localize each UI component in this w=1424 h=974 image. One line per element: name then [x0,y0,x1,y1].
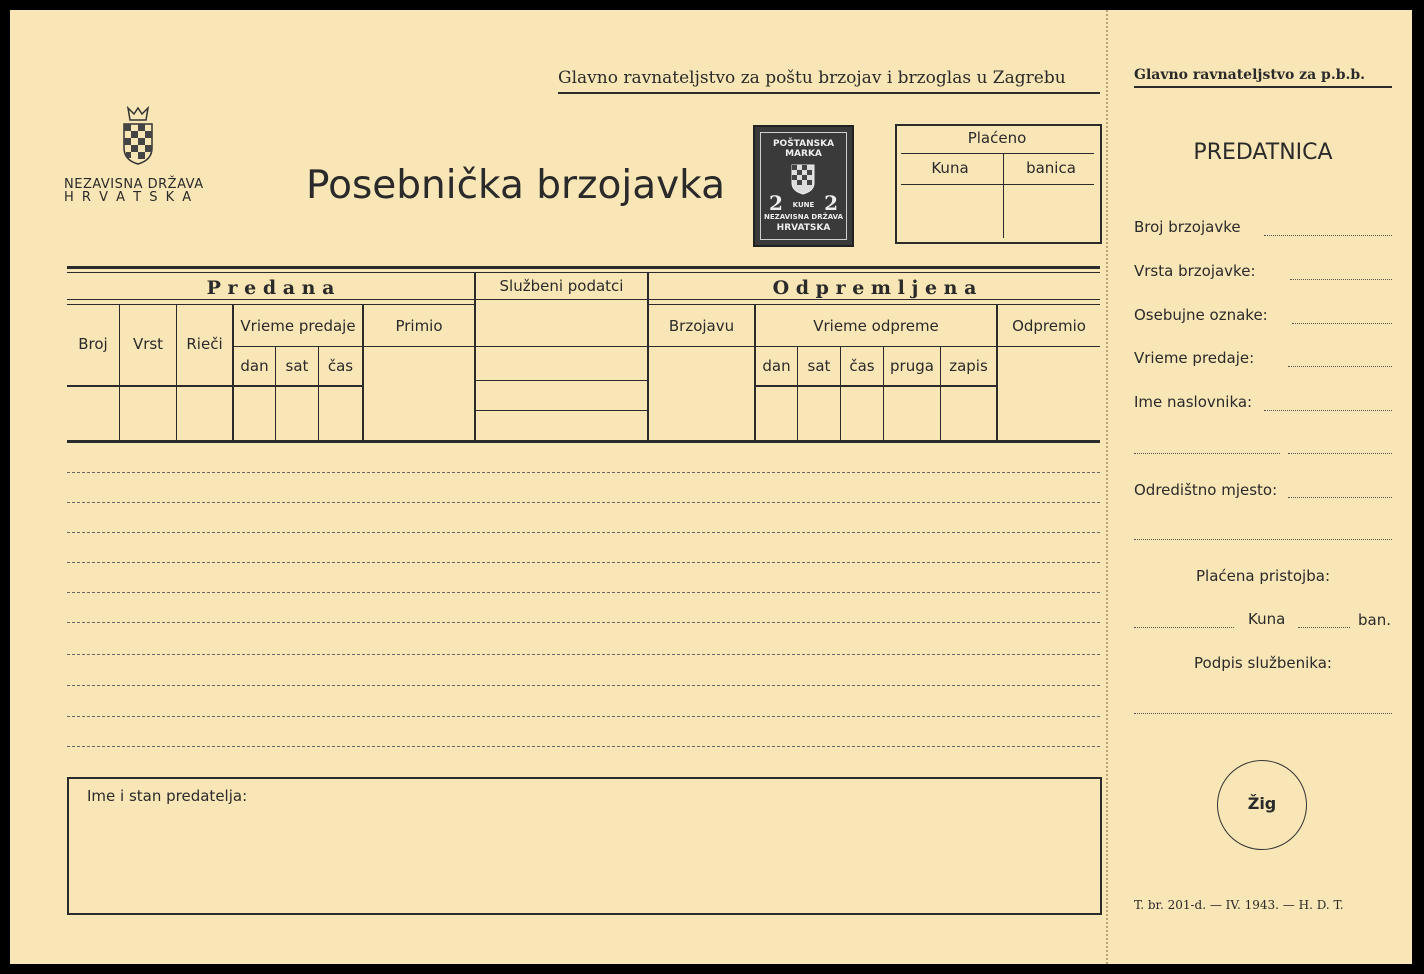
form-footer: T. br. 201-d. — IV. 1943. — H. D. T. [1134,898,1344,912]
form-title: Posebnička brzojavka [306,163,725,208]
paid-box-kuna: Kuna [931,159,969,177]
message-line[interactable] [67,746,1100,747]
paid-box-title: Plaćeno [967,129,1027,147]
receipt-podpis-field[interactable] [1134,713,1392,714]
col-zapis: zapis [949,357,988,375]
receipt-broj-field[interactable] [1264,235,1392,236]
message-line[interactable] [67,562,1100,563]
top-header-underline [558,92,1100,94]
receipt-ime-field-2a[interactable] [1134,453,1280,454]
col-vrst: Vrst [132,335,164,353]
table-bottom-border [67,440,1100,443]
postage-stamp [753,125,854,247]
stamp-top-text: POŠTANSKA MARKA [772,139,835,159]
sender-label: Ime i stan predatelja: [87,787,248,805]
col-rieci: Rieči [186,335,223,353]
receipt-pristojba-label: Plaćena pristojba: [1195,567,1330,585]
receipt-ime-label: Ime naslovnika: [1134,393,1253,411]
section-predana: P r e d a n a [206,277,335,299]
col-primio: Primio [395,317,443,335]
message-line[interactable] [67,654,1100,655]
col-dan: dan [240,357,269,375]
col-sat-odpreme: sat [807,357,831,375]
col-dan-odpreme: dan [762,357,791,375]
col-cas-odpreme: čas [849,357,875,375]
receipt-broj-label: Broj brzojavke [1134,218,1241,236]
col-odpremio: Odpremio [1012,317,1086,335]
receipt-mjesto-label: Odredištno mjesto: [1134,481,1278,499]
col-brzojavu: Brzojavu [668,317,735,335]
receipt-vrsta-field[interactable] [1290,279,1392,280]
paid-box-banica: banica [1026,159,1076,177]
receipt-mjesto-field[interactable] [1288,497,1392,498]
receipt-ime-field[interactable] [1264,410,1392,411]
stamp-value-left: 2 [769,191,783,215]
message-line[interactable] [67,622,1100,623]
perforation-line [1106,10,1108,964]
col-cas: čas [327,357,354,375]
state-name-line2: H R V A T S K A [64,190,194,205]
seal-label: Žig [1247,794,1277,813]
message-line[interactable] [67,592,1100,593]
receipt-header: Glavno ravnateljstvo za p.b.b. [1134,67,1366,83]
stamp-value-right: 2 [824,191,838,215]
receipt-ime-field-2b[interactable] [1288,453,1392,454]
receipt-osebujne-label: Osebujne oznake: [1134,306,1268,324]
col-vrieme-predaje: Vrieme predaje [240,317,356,335]
stamp-line1: NEZAVISNA DRŽAVA [763,213,843,221]
state-name-line1: NEZAVISNA DRŽAVA [64,177,204,192]
table-top-border [67,266,1100,269]
message-line[interactable] [67,472,1100,473]
receipt-osebujne-field[interactable] [1292,323,1392,324]
receipt-vrieme-field[interactable] [1288,366,1392,367]
receipt-ban-field[interactable] [1298,627,1350,628]
col-pruga: pruga [890,357,934,375]
col-broj: Broj [78,335,108,353]
coat-of-arms-icon [120,106,156,166]
receipt-kuna-label: Kuna [1248,610,1286,628]
message-line[interactable] [67,532,1100,533]
stamp-line2: HRVATSKA [776,223,831,233]
stamp-unit: KUNE [792,201,815,209]
section-sluzbeni-podatci: Službeni podatci [499,277,624,295]
message-line[interactable] [67,502,1100,503]
col-sat: sat [285,357,309,375]
receipt-mjesto-field-2[interactable] [1134,539,1392,540]
receipt-header-underline [1134,86,1392,88]
receipt-vrsta-label: Vrsta brzojavke: [1134,262,1256,280]
receipt-vrieme-label: Vrieme predaje: [1134,349,1255,367]
receipt-ban-label: ban. [1358,611,1391,629]
receipt-podpis-label: Podpis službenika: [1194,654,1332,672]
section-odpremljena: O d p r e m l j e n a [772,277,977,299]
receipt-title: PREDATNICA [1193,140,1333,165]
stamp-shield-icon [790,159,816,195]
message-line[interactable] [67,716,1100,717]
top-header: Glavno ravnateljstvo za poštu brzojav i brzoglas u Zagrebu [558,68,1066,88]
message-line[interactable] [67,685,1100,686]
col-vrieme-odpreme: Vrieme odpreme [813,317,939,335]
receipt-kuna-field[interactable] [1134,627,1234,628]
